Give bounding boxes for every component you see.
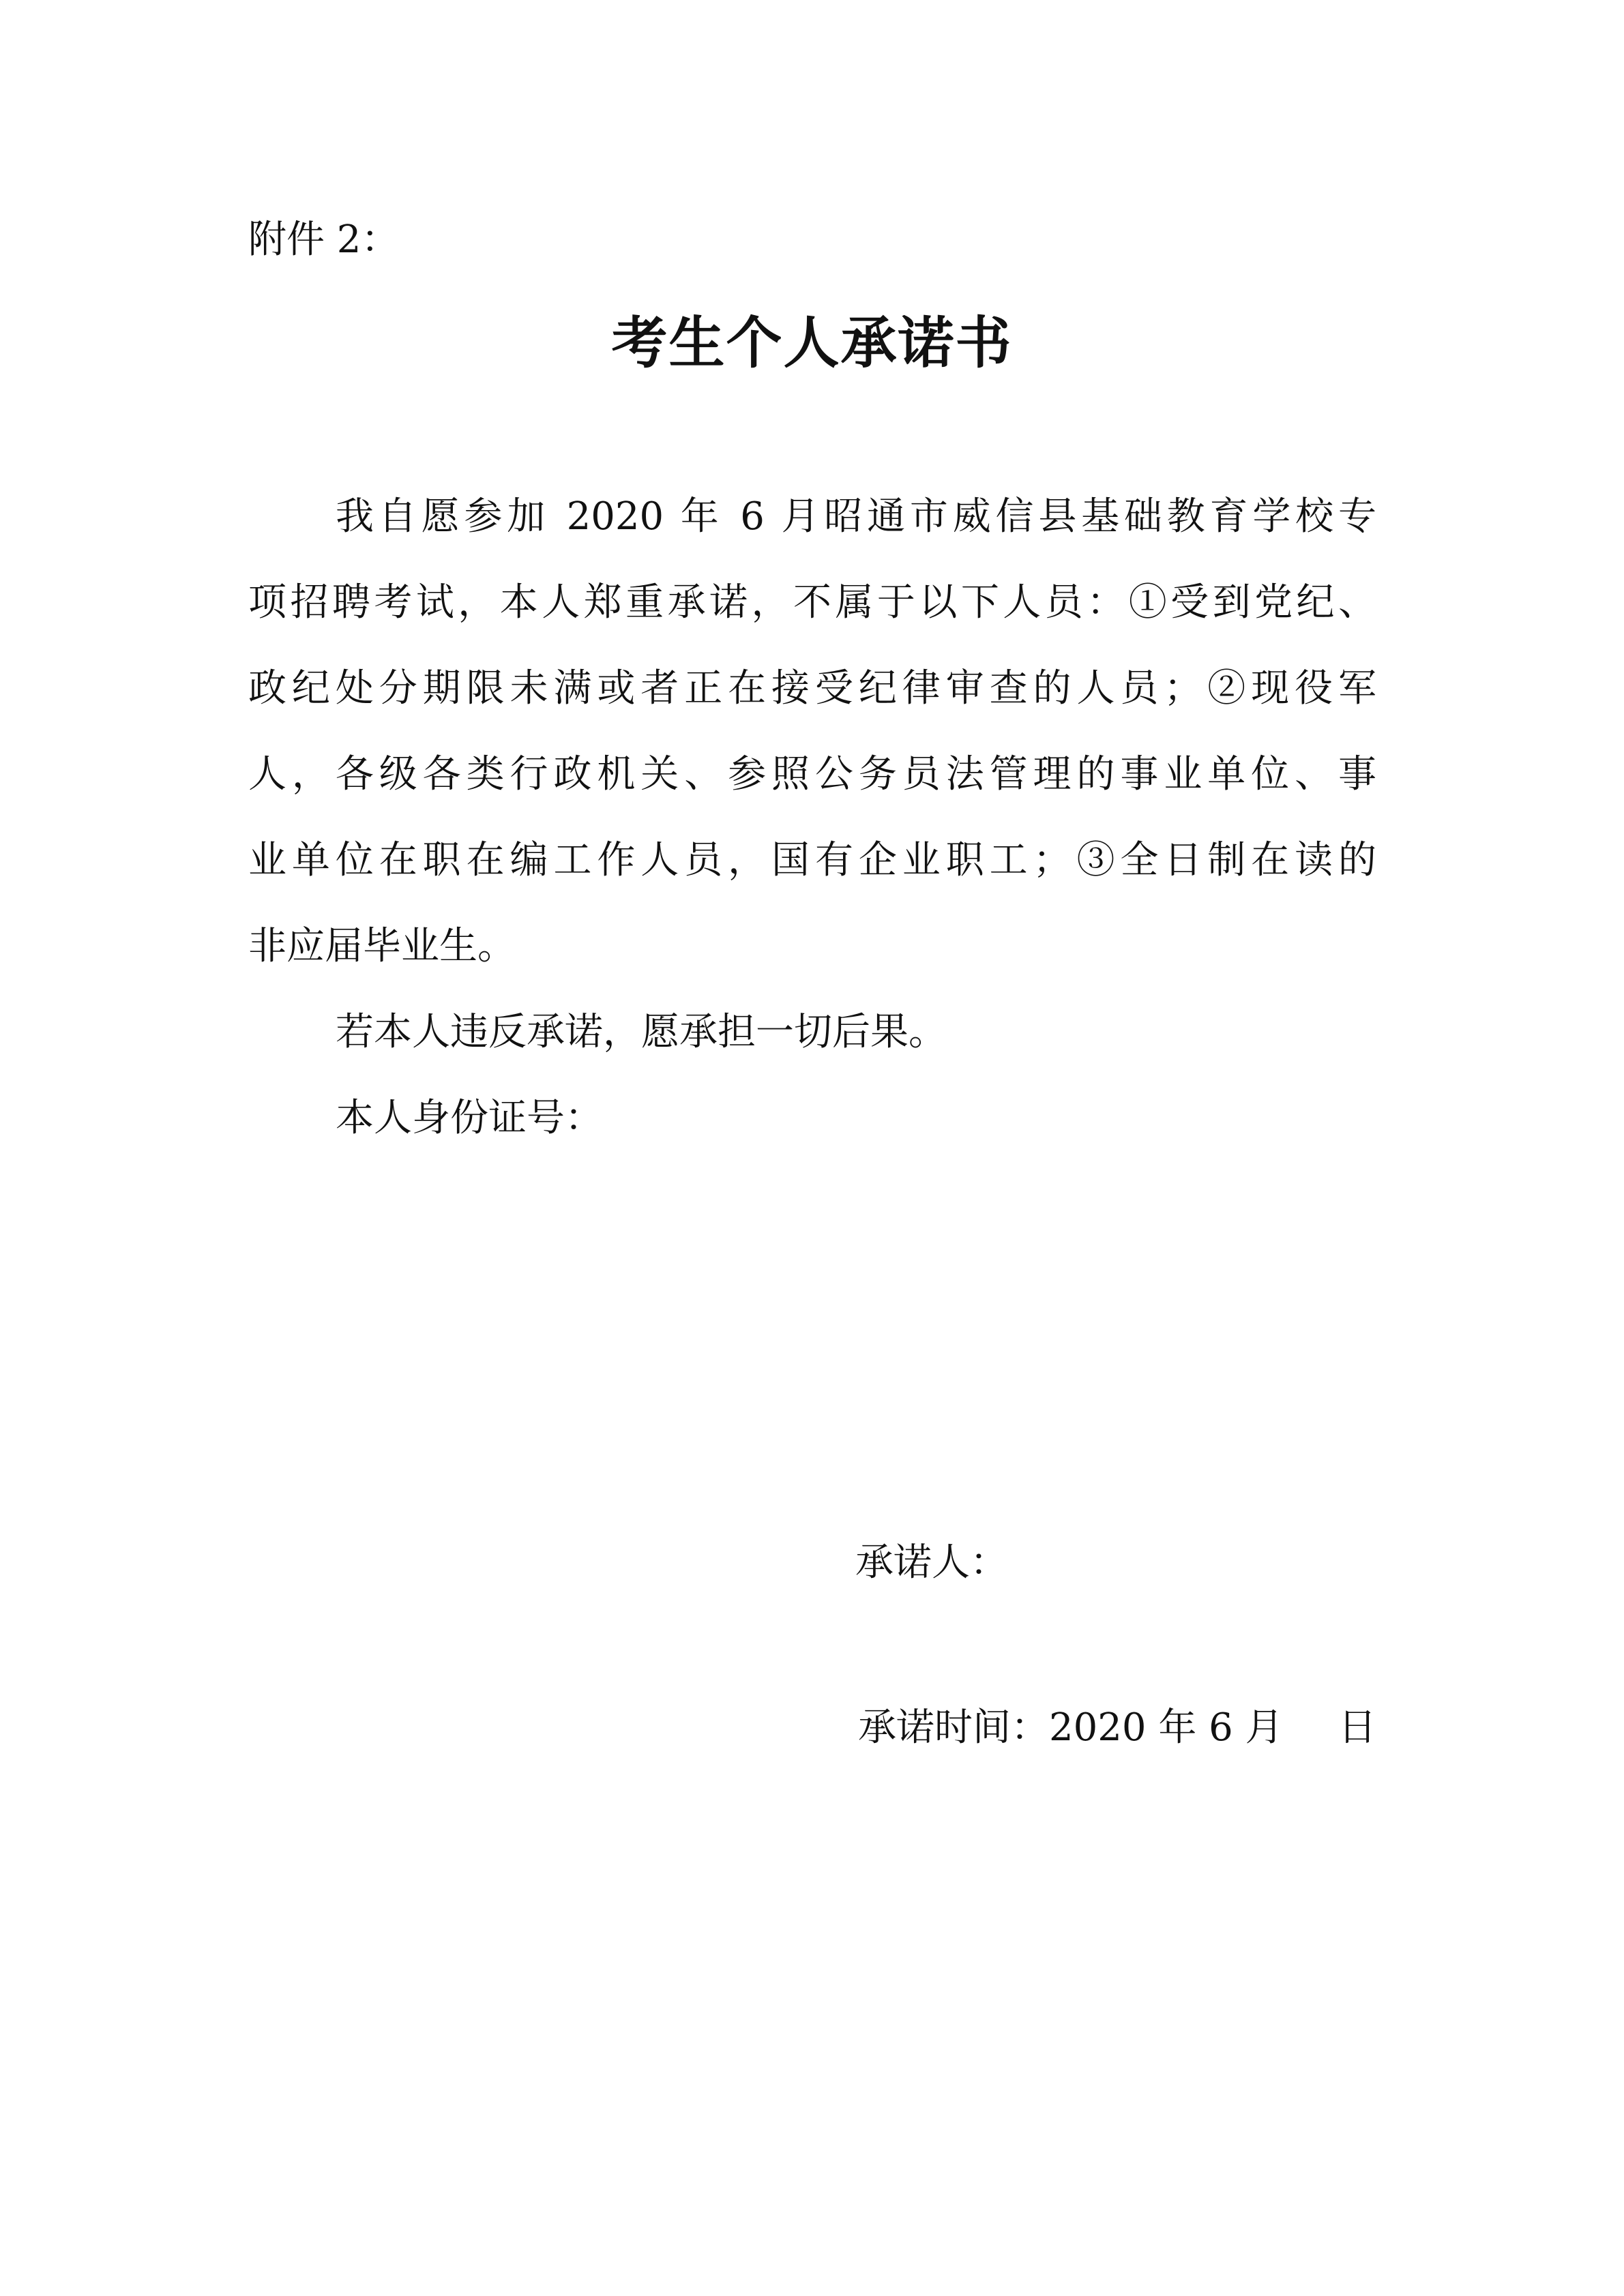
- signature-label: 承诺人：: [855, 1540, 1008, 1585]
- pledge-date: [858, 1701, 1376, 1755]
- body-line-1: 我自愿参加 2020 年 6 月昭通市威信县基础教育学校专: [336, 494, 1376, 539]
- pledge-date-day: 日: [1338, 1705, 1376, 1750]
- page-title: 考生个人承诺书: [611, 310, 1013, 376]
- id-number-label: 本人身份证号：: [336, 1096, 603, 1140]
- body-line-3: 政纪处分期限未满或者正在接受纪律审查的人员；②现役军: [248, 666, 1376, 711]
- body-line-6: 非应届毕业生。: [248, 924, 516, 968]
- pledge-date-label: 承诺时间：2020 年 6 月: [858, 1705, 1284, 1750]
- body-line-2: 项招聘考试，本人郑重承诺，不属于以下人员：①受到党纪、: [248, 580, 1376, 625]
- attachment-label: 附件 2：: [248, 218, 400, 262]
- body-line-4: 人，各级各类行政机关、参照公务员法管理的事业单位、事: [248, 752, 1376, 796]
- violation-statement: 若本人违反承诺，愿承担一切后果。: [336, 1010, 947, 1054]
- body-line-5: 业单位在职在编工作人员，国有企业职工；③全日制在读的: [248, 838, 1376, 882]
